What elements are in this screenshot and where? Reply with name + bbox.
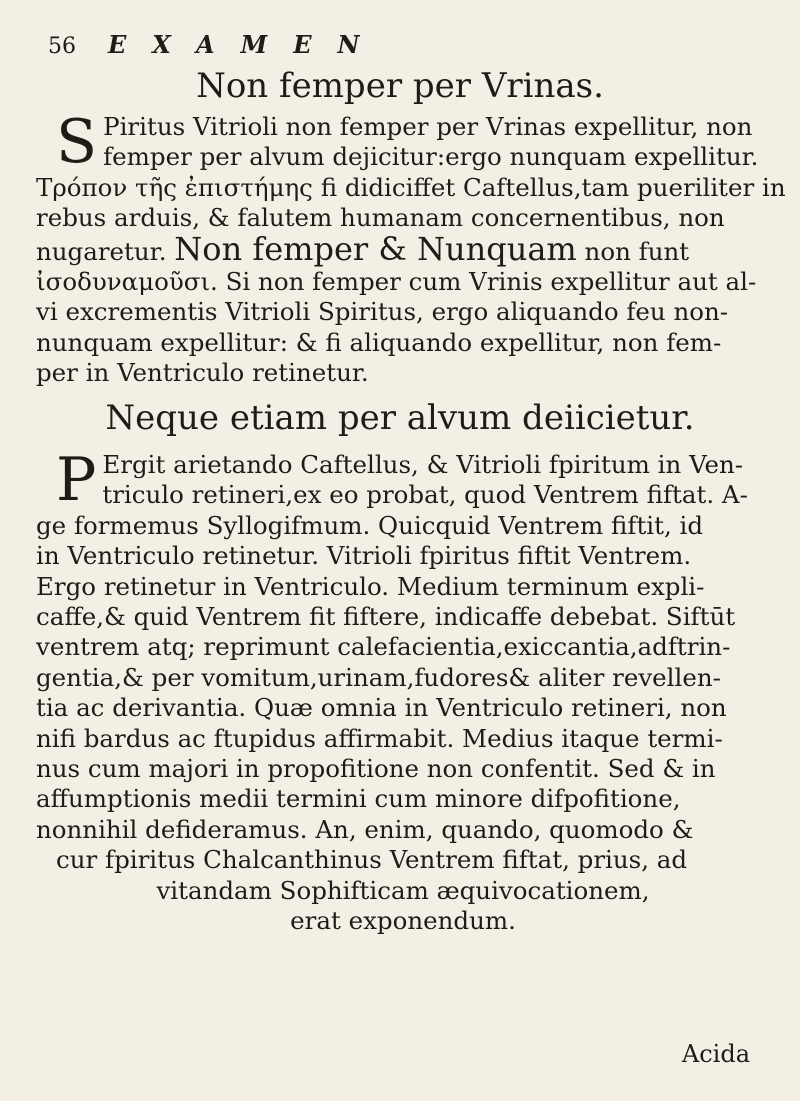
text-line: vi excrementis Vitrioli Spiritus, ergo aliquando feu non- <box>36 297 729 327</box>
running-title: EXAMEN <box>108 30 386 59</box>
text-line: triculo retineri,ex eo probat, quod Ventrem fiftat. A- <box>102 480 748 510</box>
text-line: in Ventriculo retinetur. Vitrioli fpiritus fiftit Ventrem. <box>36 541 692 571</box>
text-line: tia ac derivantia. Quæ omnia in Ventriculo retineri, non <box>36 693 727 723</box>
text-line <box>36 229 770 268</box>
text-line: Ergo retinetur in Ventriculo. Medium terminum expli- <box>36 571 705 601</box>
text-line: caffe,& quid Ventrem fit fiftere, indicaffe debebat. Siftūt <box>36 602 736 632</box>
text-line: Τρόπον τῆς ἐπιστήμης fi didiciffet Caftellus,tam pueriliter in <box>36 172 786 202</box>
text-line: vitandam Sophifticam æquivocationem, <box>156 875 650 905</box>
text-line: affumptionis medii termini cum minore difpofitione, <box>36 784 681 814</box>
text-line: per in Ventriculo retinetur. <box>36 358 369 388</box>
text-line: nonnihil defideramus. An, enim, quando, quomodo & <box>36 814 694 844</box>
text-fragment: nugaretur. <box>36 236 167 266</box>
text-line: nus cum majori in propofitione non confentit. Sed & in <box>36 754 716 784</box>
text-fragment: non funt <box>584 236 690 266</box>
text-line: cur fpiritus Chalcanthinus Ventrem fiftat, prius, ad <box>56 845 688 875</box>
section-heading-1: Non femper per Vrinas. <box>196 66 604 106</box>
text-line: erat exponendum. <box>290 906 516 936</box>
text-line: rebus arduis, & falutem humanam concernentibus, non <box>36 203 725 233</box>
text-line: nunquam expellitur: & fi aliquando expellitur, non fem- <box>36 327 722 357</box>
text-line: ventrem atq; reprimunt calefacientia,exiccantia,adftrin- <box>36 632 731 662</box>
text-line: Ergit arietando Caftellus, & Vitrioli fpiritum in Ven- <box>102 450 744 479</box>
text-line: ge formemus Syllogifmum. Quicquid Ventrem fiftit, id <box>36 510 704 540</box>
text-line: Piritus Vitrioli non femper per Vrinas expellitur, non <box>103 112 753 141</box>
section-body-1 <box>36 107 786 389</box>
page-number: 56 <box>48 34 76 59</box>
text-line: gentia,& per vomitum,urinam,fudores& aliter revellen- <box>36 662 721 692</box>
dropcap-s: S <box>56 107 98 177</box>
text-line: nifi bardus ac ftupidus affirmabit. Medius itaque termi- <box>36 723 723 753</box>
dropcap-p: P <box>56 445 97 515</box>
emphasis-phrase: Non femper & Nunquam <box>174 229 577 268</box>
section-body-2 <box>36 445 770 937</box>
section-heading-2: Neque etiam per alvum deiicietur. <box>105 398 695 438</box>
text-line: ἰσοδυναμοῦσι. Si non femper cum Vrinis expellitur aut al- <box>36 267 757 297</box>
text-line: femper per alvum dejicitur:ergo nunquam expellitur. <box>103 142 759 172</box>
catchword: Acida <box>681 1040 750 1068</box>
